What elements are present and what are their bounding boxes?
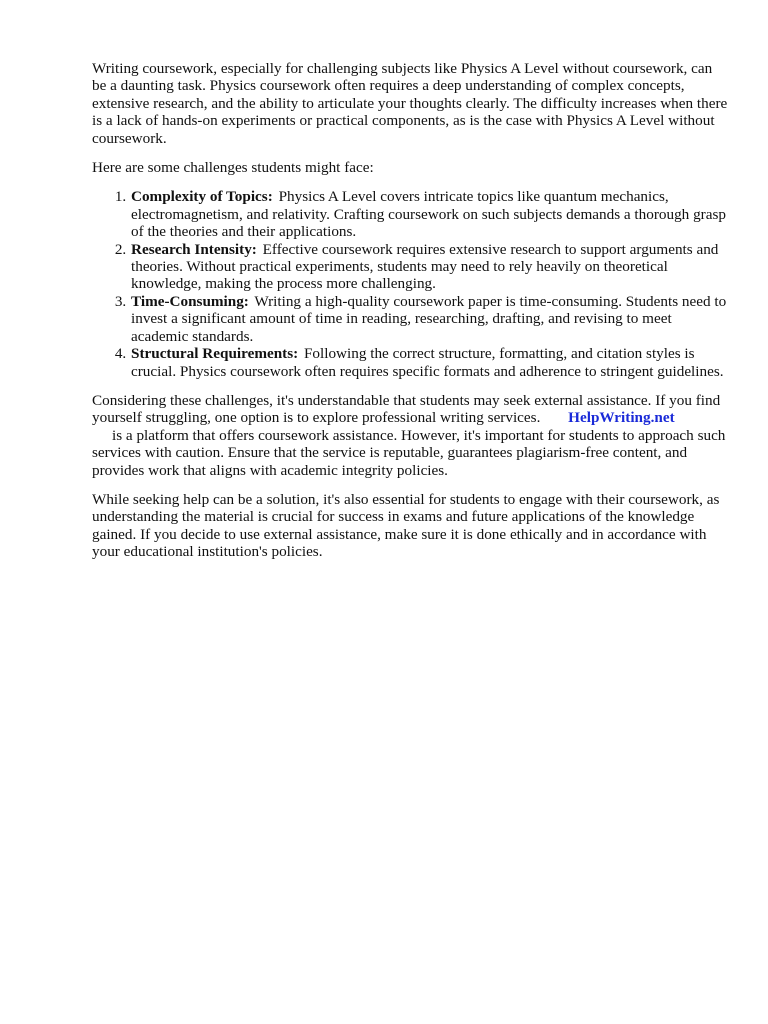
assistance-text-after-link: is a platform that offers coursework assistance. However, it's important for students to approach such services with caution. Ensure that the service is reputable, guarantees plagiarism-free content, and provides work that aligns with academic integrity policies. [92, 426, 726, 479]
closing-paragraph: While seeking help can be a solution, it's also essential for students to engage with their coursework, as understanding the material is crucial for success in exams and future applications of the knowledge gained. If you decide to use external assistance, make sure it is done ethically and in accordance with your educational institution's policies. [92, 490, 720, 561]
list-item-term: Structural Requirements: [131, 345, 299, 363]
challenges-heading: Here are some challenges students might face: [92, 159, 374, 177]
list-item-term: Time-Consuming: [131, 292, 249, 310]
intro-paragraph: Writing coursework, especially for challenging subjects like Physics A Level without coursework, can be a daunting task. Physics coursework often requires a deep understanding of complex concepts, extensive research, and the ability to articulate your thoughts clearly. The difficulty increases when there is a lack of hands-on experiments or practical components, as is the case with Physics A Level without coursework. [92, 60, 728, 147]
list-item-term: Research Intensity: [131, 240, 257, 258]
list-item-text: Writing a high-quality coursework paper is time-consuming. Students need to invest a significant amount of time in reading, researching, drafting, and revising to meet academic standards. [131, 292, 727, 345]
list-item-text: Physics A Level covers intricate topics like quantum mechanics, electromagnetism, and relativity. Crafting coursework on such subjects demands a thorough grasp of the theories and their applications. [131, 188, 726, 241]
assistance-text-before-link: Considering these challenges, it's understandable that students may seek external assistance. If you find yourself struggling, one option is to explore professional writing services. [92, 391, 721, 427]
list-item [130, 345, 728, 380]
challenges-list [92, 188, 728, 379]
list-item-term: Complexity of Topics: [131, 188, 273, 206]
assistance-paragraph [92, 392, 728, 479]
helpwriting-link[interactable]: HelpWriting.net [568, 409, 675, 427]
list-item [130, 241, 728, 293]
list-item [130, 293, 728, 345]
list-item [130, 188, 728, 240]
list-item-text: Effective coursework requires extensive research to support arguments and theories. Without practical experiments, students may need to rely heavily on theoretical knowledge, making the process more challenging. [131, 240, 719, 293]
list-item-text: Following the correct structure, formatting, and citation styles is crucial. Physics coursework often requires specific formats and adherence to stringent guidelines. [131, 345, 724, 380]
